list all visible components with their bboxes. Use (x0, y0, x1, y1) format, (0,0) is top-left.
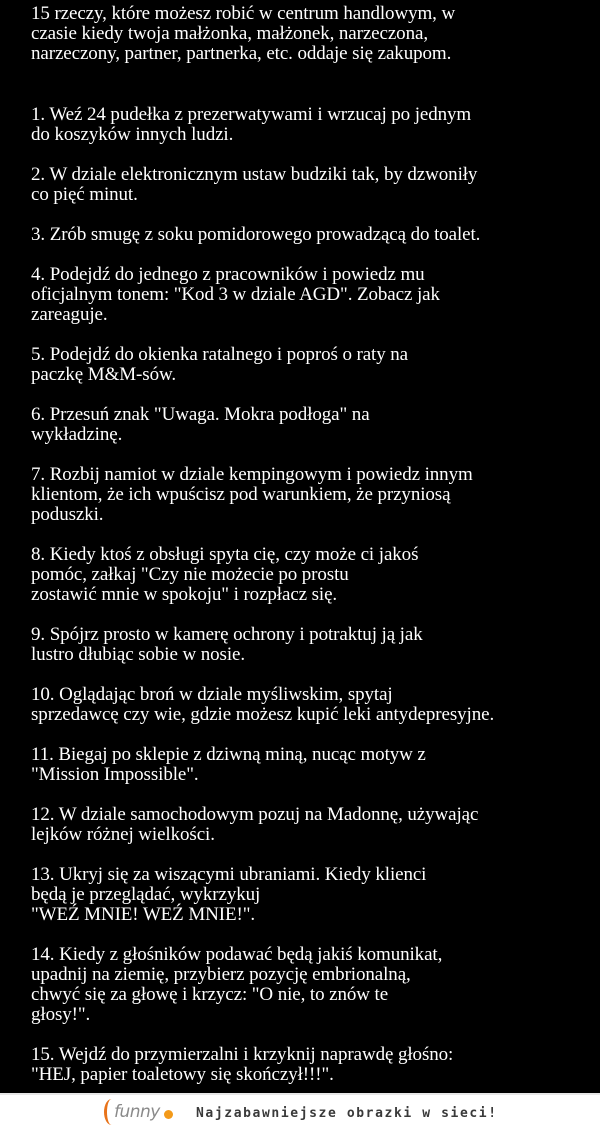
list-item: 7. Rozbij namiot w dziale kempingowym i powiedz innym klientom, że ich wpuścisz pod warunkiem, że przyniosą poduszki. (31, 464, 473, 525)
site-tagline: Najzabawniejsze obrazki w sieci! (196, 1106, 498, 1121)
list-item: 15. Wejdź do przymierzalni i krzyknij naprawdę głośno: "HEJ, papier toaletowy się skończył!!!". (31, 1044, 454, 1085)
tips-list (31, 105, 597, 1085)
list-item: 4. Podejdź do jednego z pracowników i powiedz mu oficjalnym tonem: "Kod 3 w dziale AGD". Zobacz jak zareaguje. (31, 264, 440, 325)
list-item: 12. W dziale samochodowym pozuj na Madonnę, używając lejków różnej wielkości. (31, 804, 479, 845)
list-item: 1. Weź 24 pudełka z prezerwatywami i wrzucaj po jednym do koszyków innych ludzi. (31, 104, 472, 145)
list-item: 8. Kiedy ktoś z obsługi spyta cię, czy może ci jakoś pomóc, załkaj "Czy nie możecie po prostu zostawić mnie w spokoju" i rozpłacz się. (31, 544, 419, 605)
list-item: 2. W dziale elektronicznym ustaw budziki tak, by dzwoniły co pięć minut. (31, 164, 478, 205)
list-item: 6. Przesuń znak "Uwaga. Mokra podłoga" na wykładzinę. (31, 404, 370, 445)
list-item: 11. Biegaj po sklepie z dziwną miną, nucąc motyw z "Mission Impossible". (31, 744, 426, 785)
list-item: 5. Podejdź do okienka ratalnego i poproś o raty na paczkę M&M-sów. (31, 344, 409, 385)
list-item: 13. Ukryj się za wiszącymi ubraniami. Kiedy klienci będą je przeglądać, wykrzykuj "WEŹ MNIE! WEŹ MNIE!". (31, 864, 427, 925)
logo-text: funny (114, 1102, 160, 1122)
list-item: 10. Oglądając broń w dziale myśliwskim, spytaj sprzedawcę czy wie, gdzie możesz kupić leki antydepresyjne. (31, 684, 495, 725)
article (31, 4, 597, 1085)
list-item: 3. Zrób smugę z soku pomidorowego prowadzącą do toalet. (31, 224, 481, 245)
footer-bar (0, 1093, 600, 1135)
logo-dot-icon (164, 1110, 173, 1119)
footer-divider (0, 1093, 600, 1095)
list-item: 14. Kiedy z głośników podawać będą jakiś komunikat, upadnij na ziemię, przybierz pozycję embrionalną, chwyć się za głowę i krzycz: "O nie, to znów te głosy!". (31, 944, 443, 1025)
list-item: 9. Spójrz prosto w kamerę ochrony i potraktuj ją jak lustro dłubiąc sobie w nosie. (31, 624, 423, 665)
article-intro: 15 rzeczy, które możesz robić w centrum handlowym, w czasie kiedy twoja małżonka, małżonek, narzeczona, narzeczony, partner, partnerka, etc. oddaje się zakupom. (31, 3, 456, 64)
site-logo[interactable] (104, 1099, 184, 1129)
